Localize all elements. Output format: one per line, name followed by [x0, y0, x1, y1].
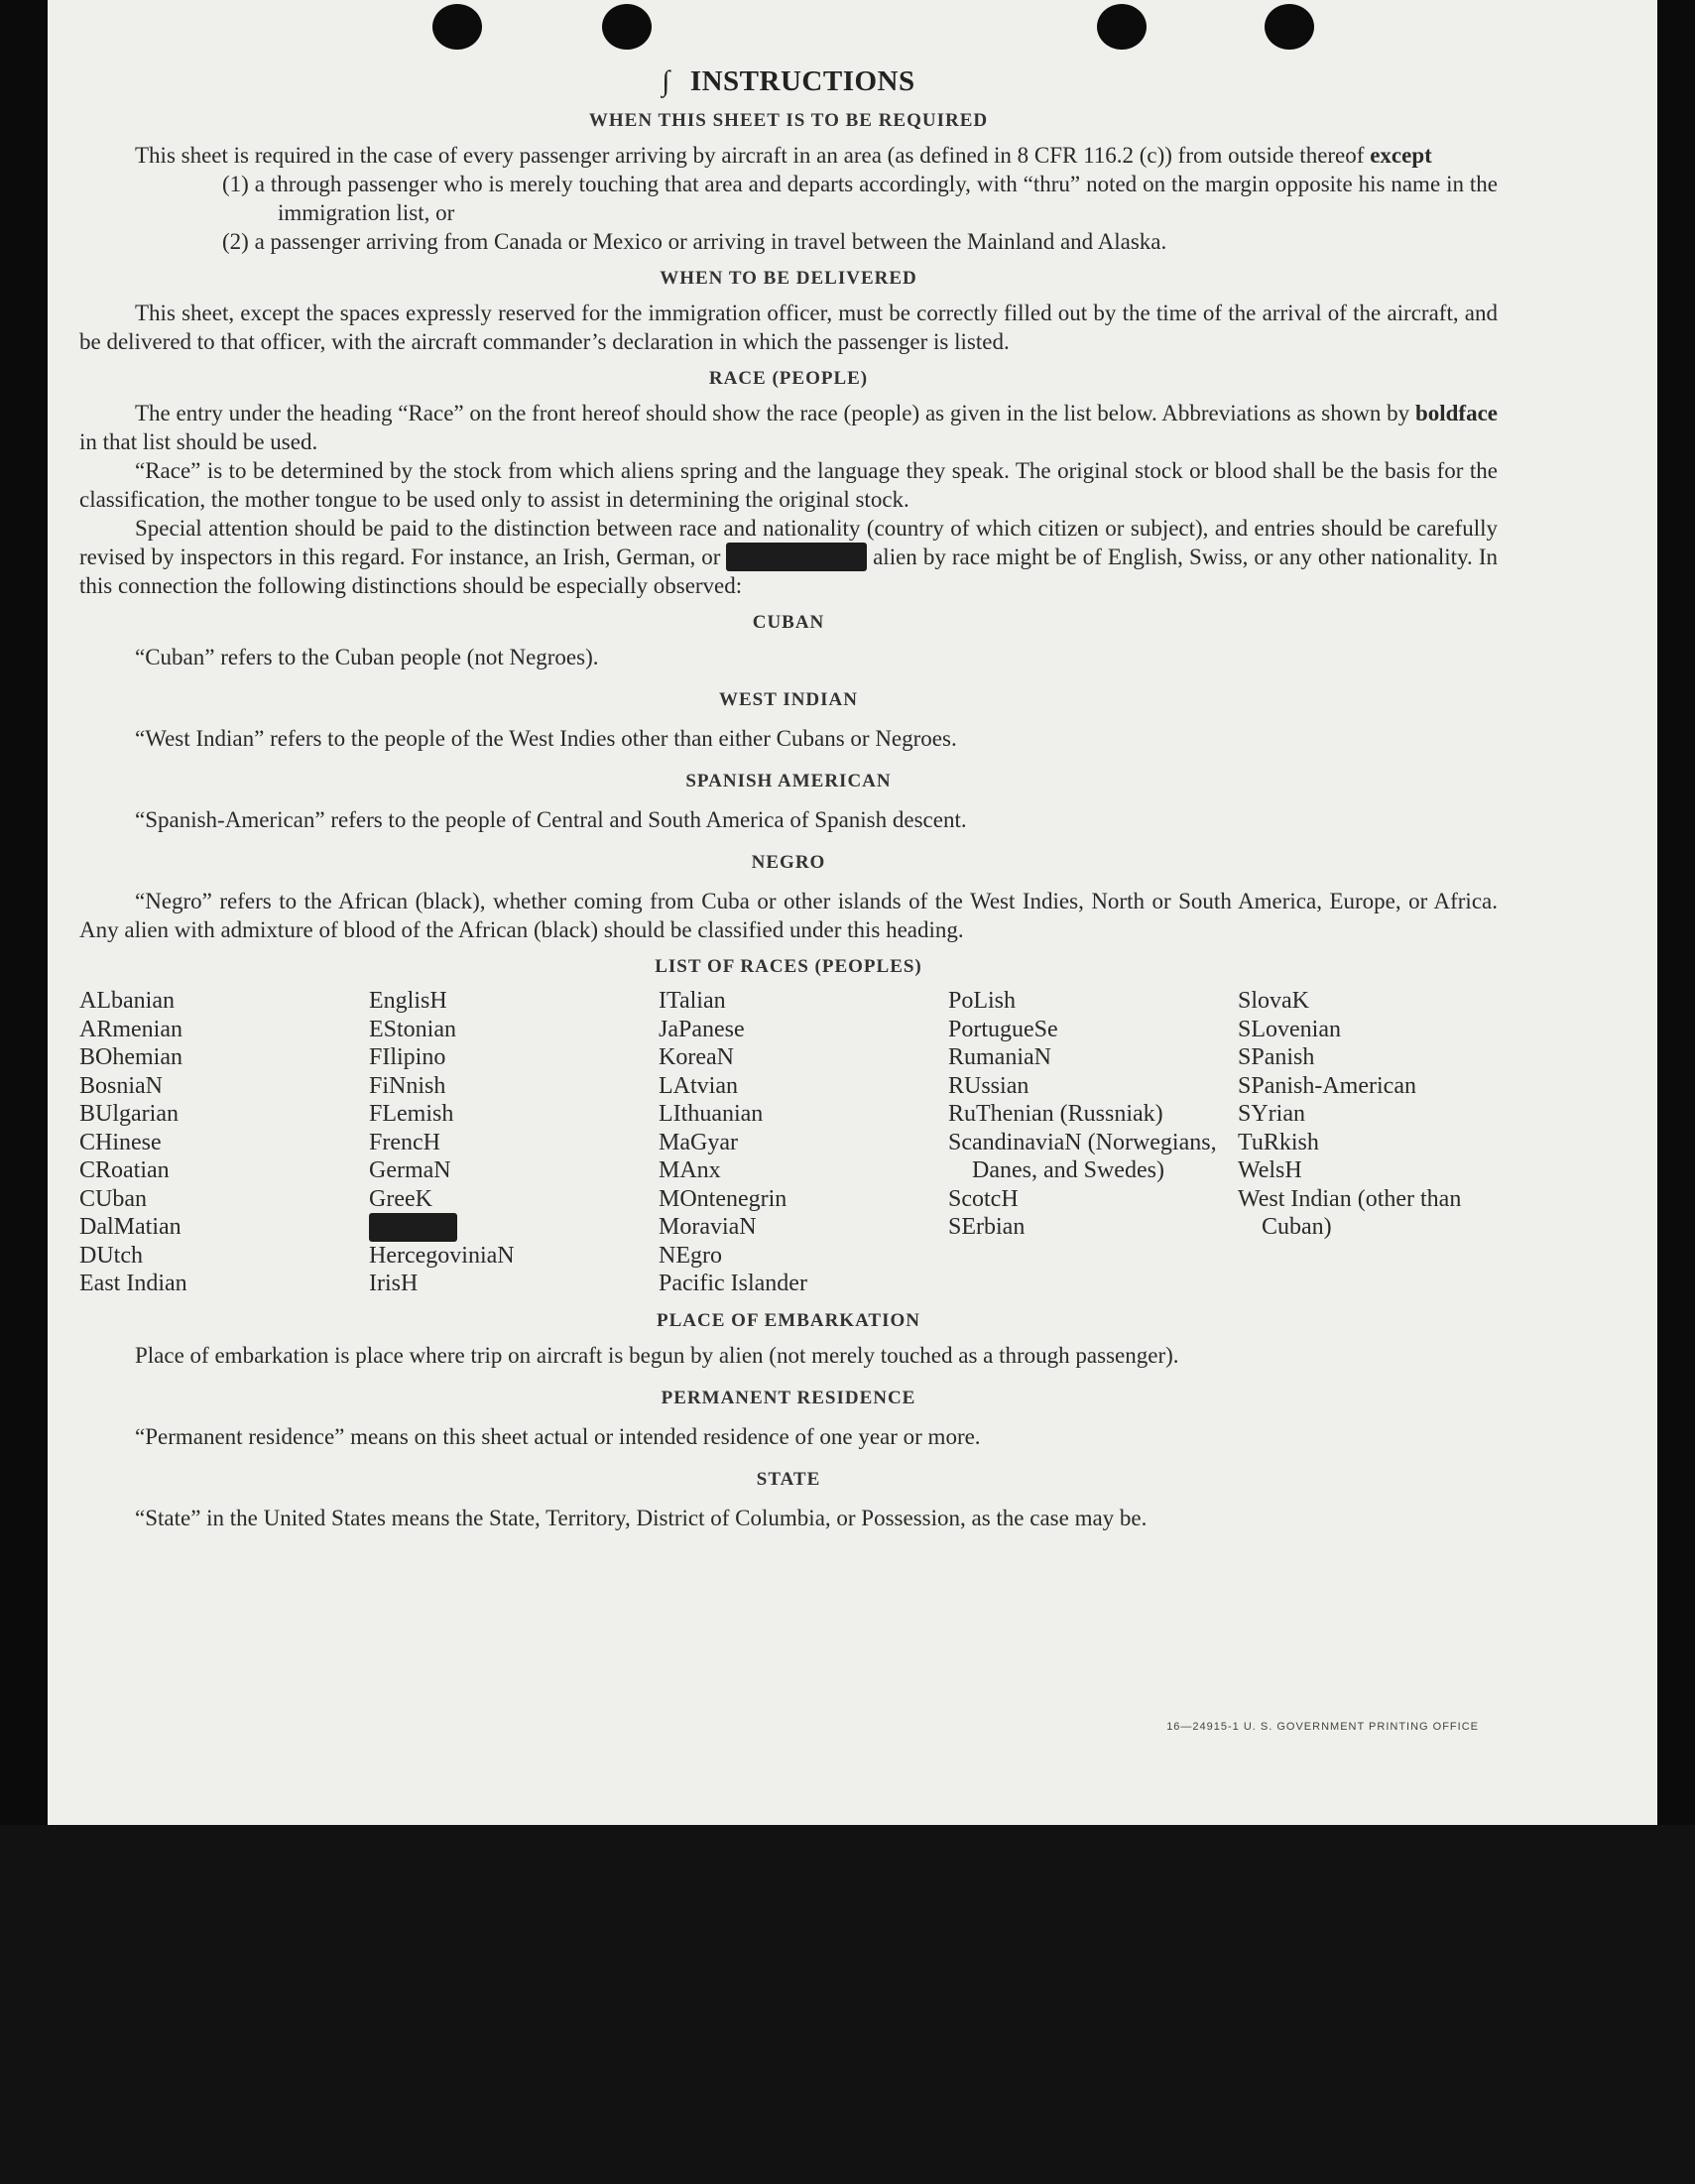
- list-item: West Indian (other than Cuban): [1238, 1185, 1462, 1240]
- list-item-redacted: [369, 1213, 659, 1242]
- list-item: BOhemian: [79, 1044, 182, 1070]
- list-item: FrencH: [369, 1129, 440, 1155]
- list-item: CUban: [79, 1185, 147, 1212]
- page-title: ∫ INSTRUCTIONS: [662, 65, 915, 97]
- document-page: [48, 0, 1657, 1825]
- section-heading-state: STATE: [756, 1468, 821, 1490]
- list-item: BosniaN: [79, 1072, 163, 1099]
- race-column-4: [948, 987, 1238, 1298]
- section-heading-residence: PERMANENT RESIDENCE: [661, 1387, 916, 1408]
- list-item: RuThenian (Russniak): [948, 1101, 1163, 1127]
- redaction-mark: [726, 543, 867, 571]
- list-item: LAtvian: [659, 1072, 738, 1099]
- list-item: NEgro: [659, 1242, 722, 1269]
- list-item: PortugueSe: [948, 1016, 1058, 1042]
- punch-hole: [1265, 4, 1314, 50]
- paragraph-negro: “Negro” refers to the African (black), whether coming from Cuba or other islands of the West Indies, North or South America, Europe, or Africa. Any alien with admixture of blood of the African (black) should be classified under this heading.: [79, 889, 1498, 942]
- list-item: ScotcH: [948, 1185, 1019, 1212]
- list-item: MAnx: [659, 1157, 721, 1183]
- list-item: ALbanian: [79, 988, 175, 1014]
- paragraph-delivered: This sheet, except the spaces expressly reserved for the immigration officer, must be correctly filled out by the time of the arrival of the aircraft, and be delivered to that officer, with the aircraft commander’s declaration in which the passenger is listed.: [79, 301, 1498, 354]
- paragraph-race-1: The entry under the heading “Race” on the front hereof should show the race (people) as given in the list below. Abbreviations as shown by boldface in that list should be used.: [79, 401, 1499, 454]
- race-column-5: [1238, 987, 1498, 1298]
- section-heading-list-of-races: LIST OF RACES (PEOPLES): [655, 956, 922, 977]
- list-item: SErbian: [948, 1214, 1026, 1240]
- list-item-required-2: (2) a passenger arriving from Canada or Mexico or arriving in travel between the Mainland and Alaska.: [222, 229, 1167, 254]
- paragraph-cuban: “Cuban” refers to the Cuban people (not Negroes).: [135, 645, 599, 669]
- list-item: FiNnish: [369, 1072, 446, 1099]
- list-item: RumaniaN: [948, 1044, 1051, 1070]
- list-item: East Indian: [79, 1271, 187, 1296]
- section-heading-embarkation: PLACE OF EMBARKATION: [657, 1309, 920, 1331]
- list-item: CHinese: [79, 1129, 162, 1155]
- printer-imprint: 16—24915-1 U. S. GOVERNMENT PRINTING OFFICE: [1166, 1721, 1479, 1733]
- paragraph-required: This sheet is required in the case of every passenger arriving by aircraft in an area (as defined in 8 CFR 116.2 (c)) from outside thereof except: [135, 143, 1432, 168]
- paragraph-spanish-american: “Spanish-American” refers to the people of Central and South America of Spanish descent.: [135, 807, 967, 832]
- list-item: GermaN: [369, 1157, 451, 1183]
- section-heading-race: RACE (PEOPLE): [708, 368, 869, 389]
- list-item: Pacific Islander: [659, 1271, 807, 1296]
- punch-hole: [432, 4, 482, 50]
- list-item: KoreaN: [659, 1044, 734, 1070]
- list-item: EStonian: [369, 1016, 456, 1042]
- list-item: TuRkish: [1238, 1129, 1319, 1155]
- section-heading-required: WHEN THIS SHEET IS TO BE REQUIRED: [588, 110, 989, 131]
- race-column-2: [369, 987, 659, 1298]
- paragraph-west-indian: “West Indian” refers to the people of the West Indies other than either Cubans or Negroes.: [135, 726, 957, 751]
- race-column-3: [659, 987, 948, 1298]
- paragraph-race-2: “Race” is to be determined by the stock from which aliens spring and the language they speak. The original stock or blood shall be the basis for the classification, the mother tongue to be used only to assist in determining the original stock.: [79, 458, 1498, 512]
- list-item: SPanish: [1238, 1044, 1315, 1070]
- list-item: ScandinaviaN (Norwegians, Danes, and Swedes): [948, 1129, 1217, 1183]
- scan-border-bottom: [0, 1825, 1695, 2184]
- list-item: SPanish-American: [1238, 1072, 1416, 1099]
- list-item: FLemish: [369, 1101, 454, 1127]
- paragraph-race-3: Special attention should be paid to the distinction between race and nationality (country of which citizen or subject), and entries should be carefully revised by inspectors in this regard. For instance, an Irish, German, or alien by race might be of English, Swiss, or any other nationality. In this connection the following distinctions should be especially observed:: [79, 516, 1499, 598]
- list-item: SYrian: [1238, 1101, 1305, 1127]
- list-item: CRoatian: [79, 1157, 170, 1183]
- paragraph-residence: “Permanent residence” means on this sheet actual or intended residence of one year or more.: [135, 1423, 981, 1449]
- punch-hole: [1097, 4, 1147, 50]
- redaction-mark: [369, 1213, 457, 1242]
- document-body: [79, 67, 1498, 1532]
- race-column-1: [79, 987, 369, 1298]
- list-item: SLovenian: [1238, 1016, 1341, 1042]
- list-item: BUlgarian: [79, 1101, 179, 1127]
- list-item: MoraviaN: [659, 1214, 757, 1240]
- section-heading-negro: NEGRO: [751, 852, 826, 873]
- list-item: PoLish: [948, 988, 1017, 1014]
- check-mark-icon: ∫: [662, 65, 670, 97]
- punch-hole: [602, 4, 652, 50]
- section-heading-west-indian: WEST INDIAN: [719, 689, 858, 710]
- list-item: GreeK: [369, 1185, 432, 1212]
- list-item: ARmenian: [79, 1016, 182, 1042]
- paragraph-embarkation: Place of embarkation is place where trip on aircraft is begun by alien (not merely touched as a through passenger).: [135, 1342, 1179, 1368]
- section-heading-spanish-american: SPANISH AMERICAN: [685, 771, 892, 791]
- list-item: HercegoviniaN: [369, 1242, 515, 1269]
- list-item-required-1: (1) a through passenger who is merely touching that area and departs accordingly, with “thru” noted on the margin opposite his name in the immigration list, or: [222, 172, 1498, 225]
- list-item: EnglisH: [369, 988, 447, 1014]
- section-heading-delivered: WHEN TO BE DELIVERED: [660, 268, 917, 289]
- list-item: SlovaK: [1238, 988, 1309, 1014]
- race-list: [79, 987, 1498, 1298]
- paragraph-state: “State” in the United States means the State, Territory, District of Columbia, or Possession, as the case may be.: [135, 1505, 1148, 1530]
- list-item: FIlipino: [369, 1044, 446, 1070]
- list-item: WelsH: [1238, 1157, 1302, 1183]
- list-item: DUtch: [79, 1242, 143, 1269]
- list-item: DalMatian: [79, 1214, 182, 1240]
- list-item: MOntenegrin: [659, 1185, 787, 1212]
- list-item: RUssian: [948, 1072, 1029, 1099]
- list-item: LIthuanian: [659, 1101, 764, 1127]
- list-item: MaGyar: [659, 1129, 738, 1155]
- list-item: ITalian: [659, 988, 726, 1014]
- list-item: IrisH: [369, 1271, 419, 1296]
- section-heading-cuban: CUBAN: [752, 612, 825, 633]
- list-item: JaPanese: [659, 1016, 745, 1042]
